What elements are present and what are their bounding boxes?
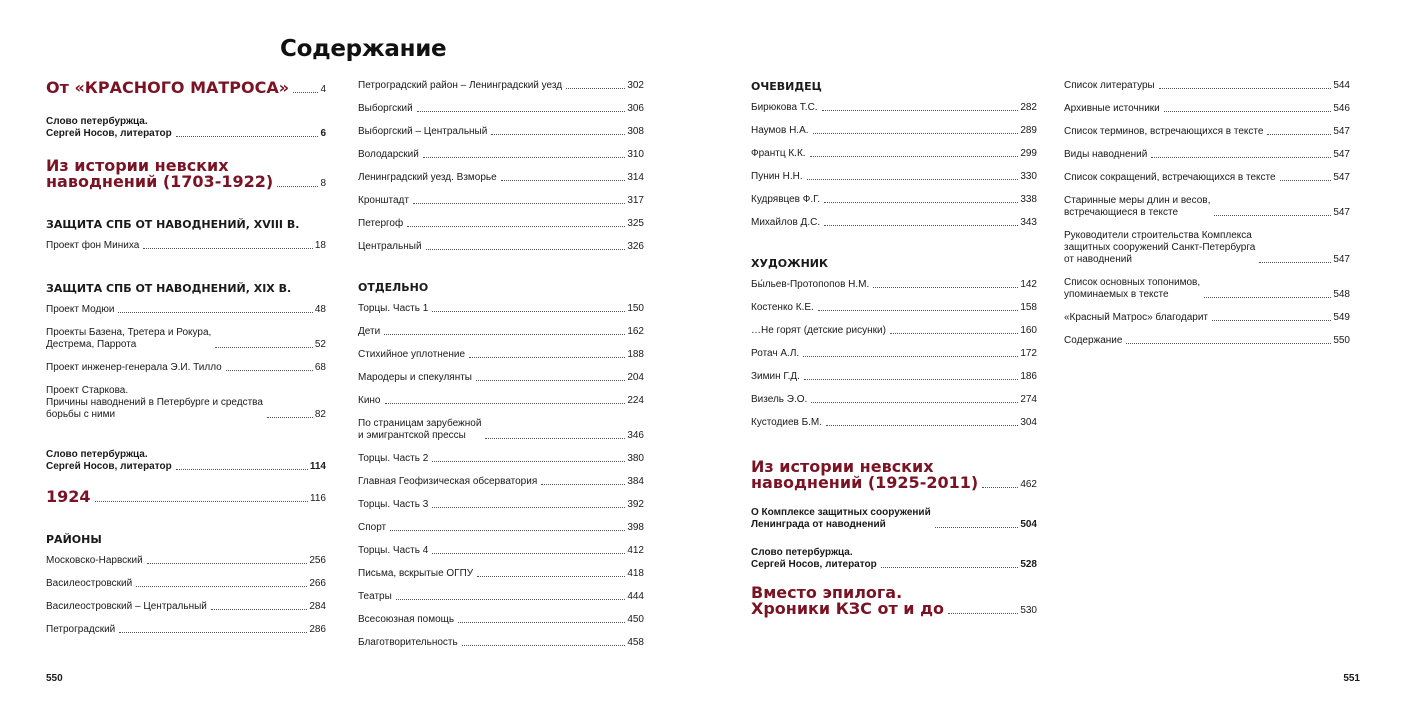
toc-entry-title: Кустодиев Б.М. <box>751 417 823 428</box>
toc-entry-title: Василеостровский <box>46 578 133 589</box>
toc-column-1 <box>46 80 326 647</box>
toc-entry-title: Слово петербуржца. Сергей Носов, литератор <box>46 116 172 139</box>
toc-entry[interactable] <box>358 418 644 442</box>
section-heading: ЗАЩИТА СПБ ОТ НАВОДНЕНИЙ, XIX В. <box>46 282 292 295</box>
toc-entry-title: Виды наводнений <box>1064 149 1148 160</box>
toc-entry-page: 256 <box>309 555 326 566</box>
toc-entry-page: 282 <box>1020 102 1037 113</box>
dot-leader <box>176 136 319 137</box>
toc-entry[interactable] <box>358 499 644 511</box>
toc-entry-title: По страницам зарубежной и эмигрантской прессы <box>358 418 482 441</box>
toc-entry-title: Торцы. Часть 3 <box>358 499 429 510</box>
toc-entry-title: Бы́льев-Протопопов Н.М. <box>751 279 870 290</box>
dot-leader <box>948 613 1018 614</box>
dot-leader <box>147 563 308 564</box>
toc-entry-page: 304 <box>1020 417 1037 428</box>
dot-leader <box>385 403 626 404</box>
toc-entry[interactable] <box>751 171 1037 183</box>
dot-leader <box>501 180 626 181</box>
toc-entry-title: Кино <box>358 395 381 406</box>
dot-leader <box>566 88 625 89</box>
toc-entry[interactable] <box>751 125 1037 137</box>
dot-leader <box>807 179 1019 180</box>
dot-leader <box>136 586 307 587</box>
toc-entry[interactable] <box>751 417 1037 429</box>
toc-entry-page: 68 <box>314 362 326 373</box>
toc-entry[interactable] <box>46 385 326 421</box>
toc-entry[interactable] <box>751 507 1037 531</box>
dot-leader <box>1151 157 1331 158</box>
toc-entry[interactable] <box>358 545 644 557</box>
section-heading: ЗАЩИТА СПБ ОТ НАВОДНЕНИЙ, XVIII В. <box>46 218 300 231</box>
toc-entry[interactable] <box>1064 103 1350 115</box>
toc-entry-page: 504 <box>1020 519 1037 530</box>
toc-entry-title: Главная Геофизическая обсерватория <box>358 476 538 487</box>
toc-entry-page: 412 <box>627 545 644 556</box>
dot-leader <box>469 357 625 358</box>
toc-entry-title: Бирюкова Т.С. <box>751 102 818 113</box>
toc-entry-title: Ленинградский уезд. Взморье <box>358 172 497 183</box>
toc-entry[interactable] <box>46 116 326 140</box>
toc-entry[interactable] <box>751 217 1037 229</box>
toc-entry-page: 343 <box>1020 217 1037 228</box>
toc-entry-title: Торцы. Часть 4 <box>358 545 429 556</box>
dot-leader <box>432 553 625 554</box>
toc-entry[interactable] <box>1064 230 1350 266</box>
dot-leader <box>407 226 625 227</box>
toc-entry-title: О Комплексе защитных сооружений Ленинграда от наводнений <box>751 507 931 530</box>
toc-entry-title: 1924 <box>46 487 91 506</box>
toc-entry-title: Центральный <box>358 241 422 252</box>
toc-entry[interactable] <box>358 568 644 580</box>
dot-leader <box>267 417 313 418</box>
toc-column-3 <box>751 80 1037 633</box>
toc-entry[interactable] <box>358 522 644 534</box>
toc-entry-title: Василеостровский – Центральный <box>46 601 207 612</box>
toc-entry-title: Петроградский район – Ленинградский уезд <box>358 80 563 91</box>
toc-entry-page: 142 <box>1020 279 1037 290</box>
toc-entry[interactable] <box>1064 149 1350 161</box>
dot-leader <box>1212 320 1331 321</box>
dot-leader <box>1214 215 1331 216</box>
dot-leader <box>826 425 1018 426</box>
dot-leader <box>277 186 318 187</box>
toc-entry[interactable] <box>751 279 1037 291</box>
dot-leader <box>143 248 313 249</box>
dot-leader <box>1126 343 1331 344</box>
toc-entry[interactable] <box>358 614 644 626</box>
dot-leader <box>384 334 625 335</box>
toc-chapter-entry[interactable] <box>46 158 326 190</box>
toc-entry-title: Торцы. Часть 2 <box>358 453 429 464</box>
page-number-left: 550 <box>46 673 63 684</box>
page-title: Содержание <box>280 36 447 62</box>
toc-entry-page: 188 <box>627 349 644 360</box>
toc-entry-page: 314 <box>627 172 644 183</box>
toc-entry[interactable] <box>1064 80 1350 92</box>
dot-leader <box>432 507 625 508</box>
toc-entry-title: Стихийное уплотнение <box>358 349 466 360</box>
toc-entry-title: «Красный Матрос» благодарит <box>1064 312 1208 323</box>
toc-entry[interactable] <box>358 372 644 384</box>
dot-leader <box>824 202 1018 203</box>
toc-entry-page: 548 <box>1333 289 1350 300</box>
toc-entry[interactable] <box>358 241 644 253</box>
toc-entry-title: Петергоф <box>358 218 404 229</box>
toc-entry-title: Вместо эпилога. Хроники КЗС от и до <box>751 583 944 618</box>
toc-entry-page: 418 <box>627 568 644 579</box>
dot-leader <box>485 438 625 439</box>
dot-leader <box>1204 297 1331 298</box>
toc-entry-title: Список литературы <box>1064 80 1155 91</box>
toc-entry-page: 384 <box>627 476 644 487</box>
toc-entry[interactable] <box>46 362 326 374</box>
dot-leader <box>1159 88 1332 89</box>
dot-leader <box>119 632 307 633</box>
toc-column-4 <box>1064 80 1350 358</box>
toc-chapter-entry[interactable] <box>46 80 326 96</box>
toc-entry[interactable] <box>358 349 644 361</box>
toc-entry[interactable] <box>1064 126 1350 138</box>
toc-entry-page: 444 <box>627 591 644 602</box>
toc-entry-page: 274 <box>1020 394 1037 405</box>
dot-leader <box>211 609 307 610</box>
toc-entry-title: Театры <box>358 591 392 602</box>
toc-entry-title: Выборгский – Центральный <box>358 126 488 137</box>
toc-entry[interactable] <box>358 218 644 230</box>
toc-entry[interactable] <box>358 195 644 207</box>
dot-leader <box>541 484 625 485</box>
toc-entry[interactable] <box>358 149 644 161</box>
toc-entry-page: 550 <box>1333 335 1350 346</box>
dot-leader <box>803 356 1018 357</box>
toc-entry-page: 289 <box>1020 125 1037 136</box>
toc-entry[interactable] <box>358 326 644 338</box>
toc-entry[interactable] <box>751 547 1037 571</box>
dot-leader <box>1259 262 1331 263</box>
toc-entry[interactable] <box>358 303 644 315</box>
toc-entry-title: Список терминов, встречающихся в тексте <box>1064 126 1264 137</box>
toc-entry[interactable] <box>751 325 1037 337</box>
toc-entry-page: 160 <box>1020 325 1037 336</box>
dot-leader <box>413 203 625 204</box>
dot-leader <box>423 157 626 158</box>
toc-entry-page: 346 <box>627 430 644 441</box>
toc-entry-page: 266 <box>309 578 326 589</box>
dot-leader <box>810 156 1019 157</box>
dot-leader <box>118 312 312 313</box>
dot-leader <box>432 311 625 312</box>
toc-entry-title: Ротач А.Л. <box>751 348 800 359</box>
dot-leader <box>822 110 1019 111</box>
toc-entry[interactable] <box>46 240 326 252</box>
toc-entry-page: 530 <box>1020 605 1037 616</box>
toc-entry[interactable] <box>1064 195 1350 219</box>
section-heading: РАЙОНЫ <box>46 533 102 546</box>
toc-entry-page: 547 <box>1333 207 1350 218</box>
toc-entry[interactable] <box>358 395 644 407</box>
toc-entry-title: Володарский <box>358 149 419 160</box>
toc-entry-page: 308 <box>627 126 644 137</box>
toc-entry-page: 299 <box>1020 148 1037 159</box>
toc-entry[interactable] <box>46 449 326 473</box>
toc-entry[interactable] <box>358 103 644 115</box>
toc-entry-page: 380 <box>627 453 644 464</box>
dot-leader <box>1267 134 1331 135</box>
dot-leader <box>477 576 625 577</box>
toc-entry-title: Дети <box>358 326 381 337</box>
toc-entry-page: 158 <box>1020 302 1037 313</box>
toc-entry[interactable] <box>751 371 1037 383</box>
dot-leader <box>982 487 1018 488</box>
toc-entry-page: 8 <box>320 178 326 189</box>
toc-entry-page: 398 <box>627 522 644 533</box>
toc-entry-title: Кронштадт <box>358 195 409 206</box>
toc-entry[interactable] <box>46 578 326 590</box>
toc-entry-page: 4 <box>320 84 326 95</box>
dot-leader <box>458 622 625 623</box>
toc-entry-title: Проекты Базена, Третера и Рокура, Дестрема, Паррота <box>46 327 212 350</box>
toc-entry-title: Проект Модюи <box>46 304 115 315</box>
toc-entry[interactable] <box>751 302 1037 314</box>
toc-chapter-entry[interactable] <box>751 585 1037 617</box>
dot-leader <box>476 380 625 381</box>
section-heading: ХУДОЖНИК <box>751 257 828 270</box>
toc-entry[interactable] <box>1064 172 1350 184</box>
dot-leader <box>1280 180 1332 181</box>
toc-entry[interactable] <box>46 555 326 567</box>
dot-leader <box>811 402 1018 403</box>
toc-entry-page: 52 <box>314 339 326 350</box>
toc-entry-page: 528 <box>1020 559 1037 570</box>
toc-entry[interactable] <box>751 148 1037 160</box>
dot-leader <box>890 333 1018 334</box>
toc-entry[interactable] <box>1064 335 1350 347</box>
toc-entry-page: 204 <box>627 372 644 383</box>
toc-entry-page: 450 <box>627 614 644 625</box>
dot-leader <box>1164 111 1332 112</box>
dot-leader <box>432 461 625 462</box>
dot-leader <box>813 133 1019 134</box>
toc-entry-page: 547 <box>1333 254 1350 265</box>
toc-entry-title: Кудрявцев Ф.Г. <box>751 194 821 205</box>
toc-entry[interactable] <box>358 126 644 138</box>
toc-entry[interactable] <box>751 194 1037 206</box>
toc-entry-page: 310 <box>627 149 644 160</box>
toc-entry-page: 186 <box>1020 371 1037 382</box>
toc-entry[interactable] <box>358 453 644 465</box>
toc-entry-page: 302 <box>627 80 644 91</box>
toc-entry-title: Проект инженер-генерала Э.И. Тилло <box>46 362 222 373</box>
toc-entry[interactable] <box>751 102 1037 114</box>
toc-entry-page: 286 <box>309 624 326 635</box>
toc-entry[interactable] <box>751 348 1037 360</box>
dot-leader <box>818 310 1018 311</box>
toc-entry-title: Всесоюзная помощь <box>358 614 455 625</box>
toc-entry[interactable] <box>46 327 326 351</box>
toc-entry[interactable] <box>1064 312 1350 324</box>
toc-entry-page: 458 <box>627 637 644 648</box>
toc-entry-title: Петроградский <box>46 624 116 635</box>
toc-entry-title: Архивные источники <box>1064 103 1160 114</box>
toc-entry-page: 547 <box>1333 149 1350 160</box>
toc-entry-page: 326 <box>627 241 644 252</box>
toc-entry-page: 6 <box>320 128 326 139</box>
page-number-right: 551 <box>1343 673 1360 684</box>
toc-entry-title: Из истории невских наводнений (1925-2011) <box>751 457 979 492</box>
toc-entry[interactable] <box>46 624 326 636</box>
toc-entry-page: 549 <box>1333 312 1350 323</box>
toc-entry-title: Франтц К.К. <box>751 148 806 159</box>
toc-entry-page: 330 <box>1020 171 1037 182</box>
toc-entry-page: 284 <box>309 601 326 612</box>
toc-entry-title: Проект Старкова. Причины наводнений в Петербурге и средства борьбы с ними <box>46 385 263 420</box>
dot-leader <box>491 134 625 135</box>
toc-entry-page: 162 <box>627 326 644 337</box>
dot-leader <box>396 599 626 600</box>
toc-entry-title: Проект фон Миниха <box>46 240 140 251</box>
toc-column-2 <box>358 80 644 660</box>
toc-entry-page: 547 <box>1333 126 1350 137</box>
dot-leader <box>390 530 625 531</box>
toc-entry-title: Слово петербуржца. Сергей Носов, литератор <box>751 547 877 570</box>
toc-entry-title: Зимин Г.Д. <box>751 371 800 382</box>
dot-leader <box>462 645 626 646</box>
toc-entry-page: 544 <box>1333 80 1350 91</box>
dot-leader <box>226 370 313 371</box>
dot-leader <box>824 225 1018 226</box>
toc-entry-page: 462 <box>1020 479 1037 490</box>
toc-entry-page: 224 <box>627 395 644 406</box>
dot-leader <box>176 469 308 470</box>
dot-leader <box>293 92 318 93</box>
toc-entry[interactable] <box>358 80 644 92</box>
toc-entry-title: Старинные меры длин и весов, встречающиеся в тексте <box>1064 195 1211 218</box>
toc-entry-title: Костенко К.Е. <box>751 302 814 313</box>
toc-chapter-entry[interactable] <box>46 489 326 505</box>
toc-entry-page: 392 <box>627 499 644 510</box>
toc-entry-title: Пунин Н.Н. <box>751 171 803 182</box>
toc-entry-page: 82 <box>314 409 326 420</box>
dot-leader <box>215 347 313 348</box>
toc-entry-page: 114 <box>309 461 326 472</box>
toc-entry[interactable] <box>1064 277 1350 301</box>
toc-entry-page: 317 <box>627 195 644 206</box>
toc-entry-title: Московско-Нарвский <box>46 555 143 566</box>
toc-entry[interactable] <box>46 304 326 316</box>
toc-entry-title: …Не горят (детские рисунки) <box>751 325 886 336</box>
toc-entry-page: 547 <box>1333 172 1350 183</box>
dot-leader <box>417 111 626 112</box>
toc-entry-page: 172 <box>1020 348 1037 359</box>
toc-entry-page: 48 <box>314 304 326 315</box>
toc-entry-page: 546 <box>1333 103 1350 114</box>
toc-entry-title: Список основных топонимов, упоминаемых в тексте <box>1064 277 1201 300</box>
toc-entry-title: Наумов Н.А. <box>751 125 809 136</box>
dot-leader <box>873 287 1018 288</box>
toc-entry[interactable] <box>358 591 644 603</box>
toc-entry-title: Руководители строительства Комплекса защитных сооружений Санкт-Петербурга от наводнений <box>1064 230 1256 265</box>
toc-chapter-entry[interactable] <box>751 459 1037 491</box>
toc-entry-title: Мародеры и спекулянты <box>358 372 472 383</box>
toc-entry[interactable] <box>358 637 644 649</box>
toc-entry-page: 338 <box>1020 194 1037 205</box>
toc-entry-page: 325 <box>627 218 644 229</box>
toc-entry-title: Визель Э.О. <box>751 394 808 405</box>
toc-entry-title: Благотворительность <box>358 637 458 648</box>
toc-entry-page: 306 <box>627 103 644 114</box>
toc-entry[interactable] <box>46 601 326 613</box>
toc-entry-title: От «КРАСНОГО МАТРОСА» <box>46 78 290 97</box>
toc-entry-title: Михайлов Д.С. <box>751 217 821 228</box>
toc-entry-title: Спорт <box>358 522 387 533</box>
toc-entry[interactable] <box>358 476 644 488</box>
toc-entry-title: Содержание <box>1064 335 1123 346</box>
toc-entry[interactable] <box>751 394 1037 406</box>
toc-entry-title: Слово петербуржца. Сергей Носов, литератор <box>46 449 172 472</box>
toc-entry-title: Письма, вскрытые ОГПУ <box>358 568 474 579</box>
dot-leader <box>426 249 626 250</box>
toc-entry-page: 18 <box>314 240 326 251</box>
section-heading: ОТДЕЛЬНО <box>358 281 429 294</box>
dot-leader <box>881 567 1019 568</box>
dot-leader <box>95 501 309 502</box>
dot-leader <box>935 527 1019 528</box>
toc-entry[interactable] <box>358 172 644 184</box>
toc-entry-title: Торцы. Часть 1 <box>358 303 429 314</box>
dot-leader <box>804 379 1018 380</box>
toc-entry-title: Выборгский <box>358 103 413 114</box>
toc-entry-title: Из истории невских наводнений (1703-1922) <box>46 156 274 191</box>
section-heading: ОЧЕВИДЕЦ <box>751 80 822 93</box>
toc-entry-title: Список сокращений, встречающихся в тексте <box>1064 172 1276 183</box>
toc-entry-page: 150 <box>627 303 644 314</box>
toc-entry-page: 116 <box>310 493 326 504</box>
